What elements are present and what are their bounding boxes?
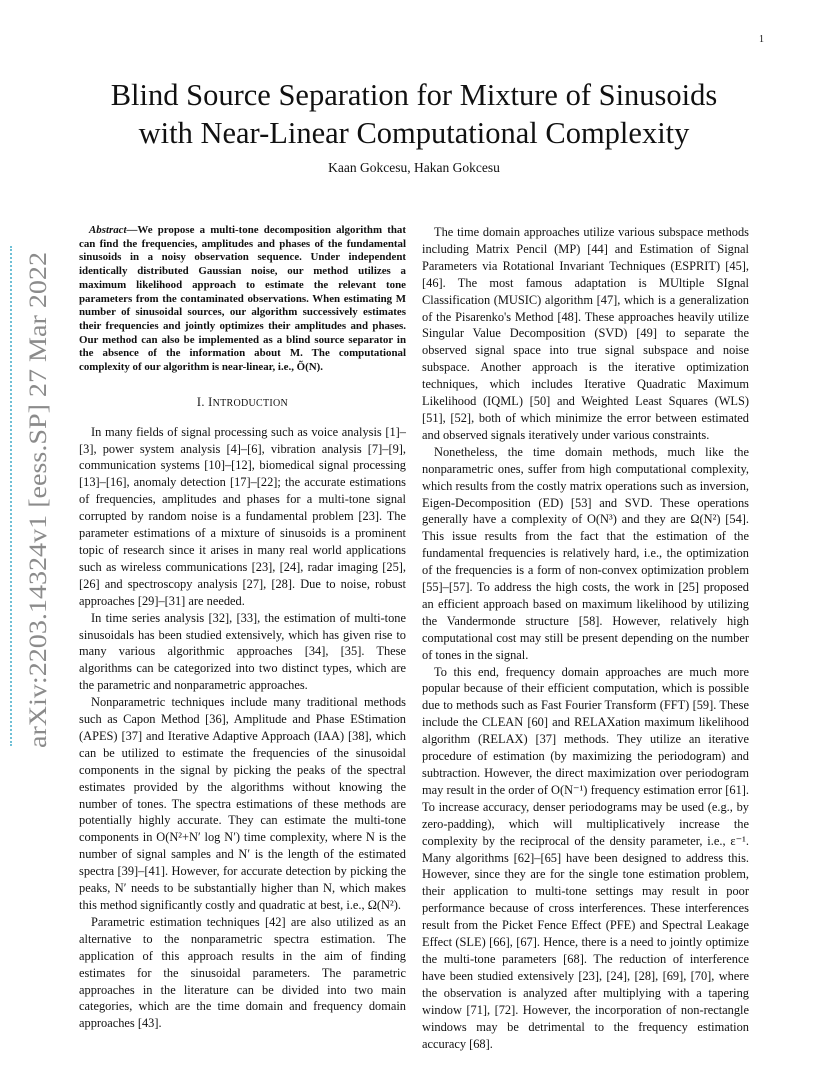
- arxiv-stamp-border: [10, 246, 13, 746]
- left-paragraph-1: In many fields of signal processing such as voice analysis [1]–[3], power system analysis [4]–[6], vibration analysis [7]–[9], communication systems [10]–[12], biomedical signal processing [13]–[16], anomaly detection [17]–[22]; the accurate estimations of frequencies, amplitudes and phases for a multi-tone signal corrupted by random noise is a fundamental problem [23]. The parameter estimations of a mixture of sinusoids is a prominent topic of research since it arises in many real world applications such as wireless communications [23], [24], radar imaging [25], [26] and spectroscopy analysis [27], [28]. Due to noise, robust approaches [29]–[31] are needed.: [79, 424, 406, 608]
- right-paragraph-3: To this end, frequency domain approaches are much more popular because of their efficient computation, which is possible due to methods such as Fast Fourier Transform (FFT) [59]. These include the CLEAN [60] and RELAXation maximum likelihood algorithm (RELAX) [37] methods. They utilize an iterative procedure of estimation (by maximizing the periodogram) and subtraction. However, the direct maximization over periodogram may result in the order of O(N⁻¹) frequency estimation error [61]. To increase accuracy, denser periodograms may be used (e.g., by zero-padding), which will multiplicatively increase the complexity by the reciprocal of the density parameter, i.e., ε⁻¹. Many algorithms [62]–[65] have been designed to address this. However, since they are for the single tone estimation problem, their application to multi-tone settings may result in poor performance because of cross interferences. These interferences result from the Picket Fence Effect (PFE) and Spectral Leakage Effect (SLE) [66], [67]. Hence, there is a need to jointly optimize the multi-tone parameters [68]. The reduction of interference have been studied extensively [23], [24], [28], [69], [70], where the observation is analyzed after multiplying with a tapering window [71], [72]. However, the incorporation of non-rectangle windows may be detrimental to the frequency estimation accuracy [68].: [422, 664, 749, 1051]
- abstract-text: —We propose a multi-tone decomposition algorithm that can find the frequencies, amplitudes and phases of the fundamental sinusoids in a noisy observation sequence. Under independent identically distributed Gaussian noise, our method utilizes a maximum likelihood approach to estimate the relevant tone parameters from the contaminated observations. When estimating M number of sinusoidal sources, our algorithm successively estimates their frequencies and jointly optimizes their amplitudes and phases. Our method can also be implemented as a blind source separator in the absence of the information about M. The computational complexity of our algorithm is near-linear, i.e., Õ(N).: [79, 224, 406, 374]
- right-paragraph-2: Nonetheless, the time domain methods, much like the nonparametric ones, suffer from high computational complexity, which results from the costly matrix operations such as inversion, Eigen-Decomposition (ED) [53] and SVD. These operations generally have a complexity of O(N³) and they are Ω(N²) [54]. This issue results from the fact that the estimation of the fundamental frequencies is relatively hard, i.e., the optimization of the frequencies is a form of non-convex optimization problem [55]–[57]. To address the high costs, the work in [25] proposed an efficient approach based on maximum likelihood by utilizing the Vandermonde structure [58]. However, relatively high computational cost may still be present depending on the number of tones in the signal.: [422, 444, 749, 662]
- right-column: [422, 224, 749, 1052]
- title-line-2: with Near-Linear Computational Complexity: [138, 116, 690, 150]
- paper-title: [60, 76, 768, 152]
- section-number: I.: [196, 394, 205, 409]
- section-title-rest: NTRODUCTION: [212, 397, 289, 409]
- left-paragraph-4: Parametric estimation techniques [42] are also utilized as an alternative to the nonparametric spectra estimation. The application of this approach results in the aim of finding estimates for the sinusoidal parameters. The parametric approaches in the literature can be divided into two main categories, which are the time domain and frequency domain approaches [43].: [79, 914, 406, 1031]
- title-line-1: Blind Source Separation for Mixture of Sinusoids: [110, 78, 718, 112]
- authors: Kaan Gokcesu, Hakan Gokcesu: [328, 160, 500, 175]
- section-title-first: I: [208, 394, 213, 409]
- left-body: [79, 424, 406, 1033]
- abstract: [79, 224, 406, 375]
- abstract-label: Abstract: [89, 224, 127, 236]
- arxiv-stamp-text: arXiv:2203.14324v1 [eess.SP] 27 Mar 2022: [25, 306, 52, 748]
- right-paragraph-1: The time domain approaches utilize various subspace methods including Matrix Pencil (MP) [44] and Estimation of Signal Parameters via Rotational Invariant Techniques (ESPRIT) [45], [46]. The most famous adaptation is MUltiple SIgnal Classification (MUSIC) algorithm [47], which is a generalization of the Pisarenko's Method [48]. These approaches heavily utilize Singular Value Decomposition (SVD) [49] to separate the observed signal space into true signal subspace and noise subspace. Another approach is the iterative optimization techniques, which includes Iterative Quadratic Maximum Likelihood (IQML) [50] and Weighted Least Squares (WLS) [51], [52], both of which minimize the error between estimated and observed signals iteratively under various constraints.: [422, 225, 749, 442]
- arxiv-stamp[interactable]: [14, 250, 54, 750]
- left-column: [79, 224, 406, 1032]
- left-paragraph-3: Nonparametric techniques include many traditional methods such as Capon Method [36], Amplitude and Phase EStimation (APES) [37] and Iterative Adaptive Approach (IAA) [38], which can be utilized to estimate the frequencies of the sinusoidal components in the signal by picking the peaks of the spectral estimates provided by the algorithms without knowing the number of tones. The spectra estimations of these methods are potentially highly accurate. They can estimate the multi-tone components in O(N²+N′ log N′) time complexity, where N is the number of signal samples and N′ is the length of the estimated spectra [39]–[41]. However, for accurate detection by picking the peaks, N′ needs to be substantially higher than N, which makes this method significantly costly and quadratic at best, i.e., Ω(N²).: [79, 695, 406, 913]
- page-number: 1: [759, 34, 764, 45]
- right-body: [422, 224, 749, 1052]
- section-heading-introduction: [79, 394, 406, 413]
- left-paragraph-2: In time series analysis [32], [33], the estimation of multi-tone sinusoidals has been studied extensively, which has given rise to many various algorithmic approaches [34], [35]. These algorithms can be categorized into two distinct types, which are the parametric and nonparametric approaches.: [79, 610, 406, 693]
